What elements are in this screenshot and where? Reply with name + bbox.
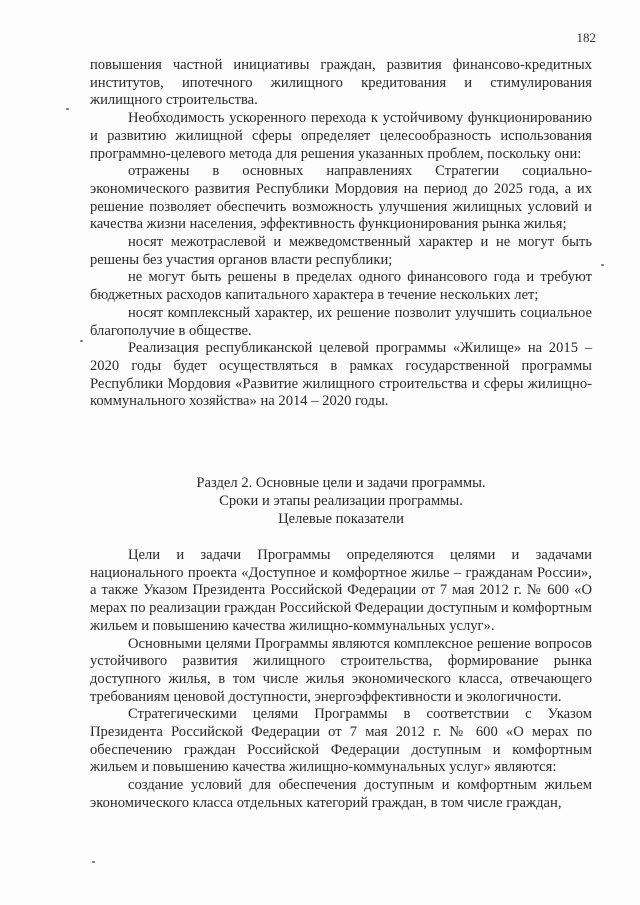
scan-speck <box>66 108 69 110</box>
body-text-bottom <box>90 547 592 813</box>
paragraph: повышения частной инициативы граждан, развития финансово-кредитных институтов, ипотечного жилищного кредитования и стимулирования жилищного строительства. <box>90 57 592 109</box>
paragraph: носят комплексный характер, их решение позволит улучшить социальное благополучие в обществе. <box>90 304 592 339</box>
section-heading-line: Раздел 2. Основные цели и задачи программы. <box>196 475 486 491</box>
section-heading-line: Сроки и этапы реализации программы. <box>219 493 463 509</box>
paragraph: создание условий для обеспечения доступным и комфортным жильем экономического класса отдельных категорий граждан, в том числе граждан, <box>90 777 592 811</box>
scan-speck <box>80 340 83 342</box>
paragraph: Реализация республиканской целевой программы «Жилище» на 2015 – 2020 годы будет осуществляться в рамках государственной программы Республики Мордовия «Развитие жилищного строительства и сферы жилищно-коммунального хозяйства» на 2014 – 2020 годы. <box>90 340 592 410</box>
section-heading <box>90 474 592 528</box>
section-heading-line: Целевые показатели <box>278 511 404 527</box>
scan-speck <box>92 861 95 863</box>
paragraph: отражены в основных направлениях Стратегии социально-экономического развития Республики Мордовия на период до 2025 года, а их решение позволяет обеспечить возможность улучшения жилищных условий и качества жизни населения, эффективность функционирования рынка жилья; <box>90 163 592 233</box>
paragraph: носят межотраслевой и межведомственный характер и не могут быть решены без участия органов власти республики; <box>90 234 592 268</box>
paragraph: Цели и задачи Программы определяются целями и задачами национального проекта «Доступное и комфортное жилье – гражданам России», а также Указом Президента Российской Федерации от 7 мая 2012 г. № 600 «О мерах по реализации граждан Российской Федерации доступным и комфортным жильем и повышению качества жилищно-коммунальных услуг». <box>90 547 593 634</box>
paragraph: не могут быть решены в пределах одного финансового года и требуют бюджетных расходов капитального характера в течение нескольких лет; <box>90 269 592 304</box>
paragraph: Необходимость ускоренного перехода к устойчивому функционированию и развитию жилищной сферы определяет целесообразность использования программно-целевого метода для решения указанных проблем, поскольку они: <box>90 110 592 162</box>
page-number: 182 <box>576 30 596 45</box>
body-text-top <box>90 57 592 411</box>
paragraph: Стратегическими целями Программы в соответствии с Указом Президента Российской Федерации от 7 мая 2012 г. № 600 «О мерах по обеспечению граждан Российской Федерации доступным и комфортным жильем и повышению качества жилищно-коммунальных услуг» являются: <box>90 706 592 776</box>
paragraph: Основными целями Программы являются комплексное решение вопросов устойчивого развития жилищного строительства, формирование рынка доступного жилья, в том числе жилья экономического класса, отвечающего требованиям ценовой доступности, энергоэффективности и экологичности. <box>90 635 592 705</box>
scan-speck <box>601 264 604 266</box>
